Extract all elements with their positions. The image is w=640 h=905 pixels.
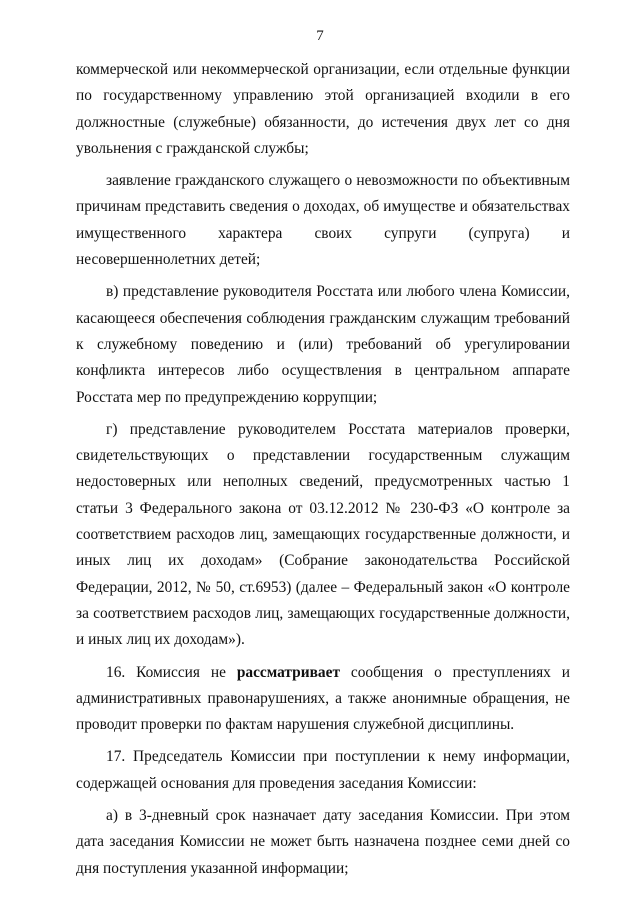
paragraph-clause-17: 17. Председатель Комиссии при поступлении к нему информации, содержащей основания для проведения заседания Комиссии:	[76, 748, 570, 792]
paragraph-item-g: г) представление руководителем Росстата материалов проверки, свидетельствующих о представлении государственным служащим недостоверных или неполных сведений, предусмотренных частью 1 статьи 3 Федерального закона от 03.12.2012 № 230-ФЗ «О контроле за соответствием расходов лиц, замещающих государственные должности, и иных лиц их доходам» (Собрание законодательства Российской Федерации, 2012, № 50, ст.6953) (далее – Федеральный закон «О контроле за соответствием расходов лиц, замещающих государственные должности, и иных лиц их доходам»).	[76, 420, 570, 649]
paragraph-clause-16	[76, 660, 570, 739]
paragraph-item-a: а) в 3-дневный срок назначает дату заседания Комиссии. При этом дата заседания Комиссии не может быть назначена позднее семи дней со дня поступления указанной информации;	[76, 807, 570, 877]
clause-16-start: 16. Комиссия не	[106, 663, 237, 681]
document-body	[76, 57, 570, 882]
page-number: 7	[316, 28, 324, 44]
paragraph-continuation: коммерческой или некоммерческой организации, если отдельные функции по государственному управлению этой организацией входили в его должностные (служебные) обязанности, до истечения двух лет со дня увольнения с гражданской службы;	[76, 61, 570, 157]
paragraph-item-v: в) представление руководителя Росстата или любого члена Комиссии, касающееся обеспечения соблюдения гражданским служащим требований к служебному поведению и (или) требований об урегулировании конфликта интересов либо осуществления в центральном аппарате Росстата мер по предупреждению коррупции;	[76, 283, 570, 406]
paragraph-statement-inability: заявление гражданского служащего о невозможности по объективным причинам представить сведения о доходах, об имуществе и обязательствах имущественного характера своих супруги (супруга) и несовершеннолетних детей;	[76, 172, 570, 269]
clause-16-end: сообщения о преступлениях и административных правонарушениях, а также анонимные обращения, не проводит проверки по фактам нарушения служебной дисциплины.	[76, 663, 570, 734]
clause-16-emphasis: рассматривает	[236, 663, 341, 681]
